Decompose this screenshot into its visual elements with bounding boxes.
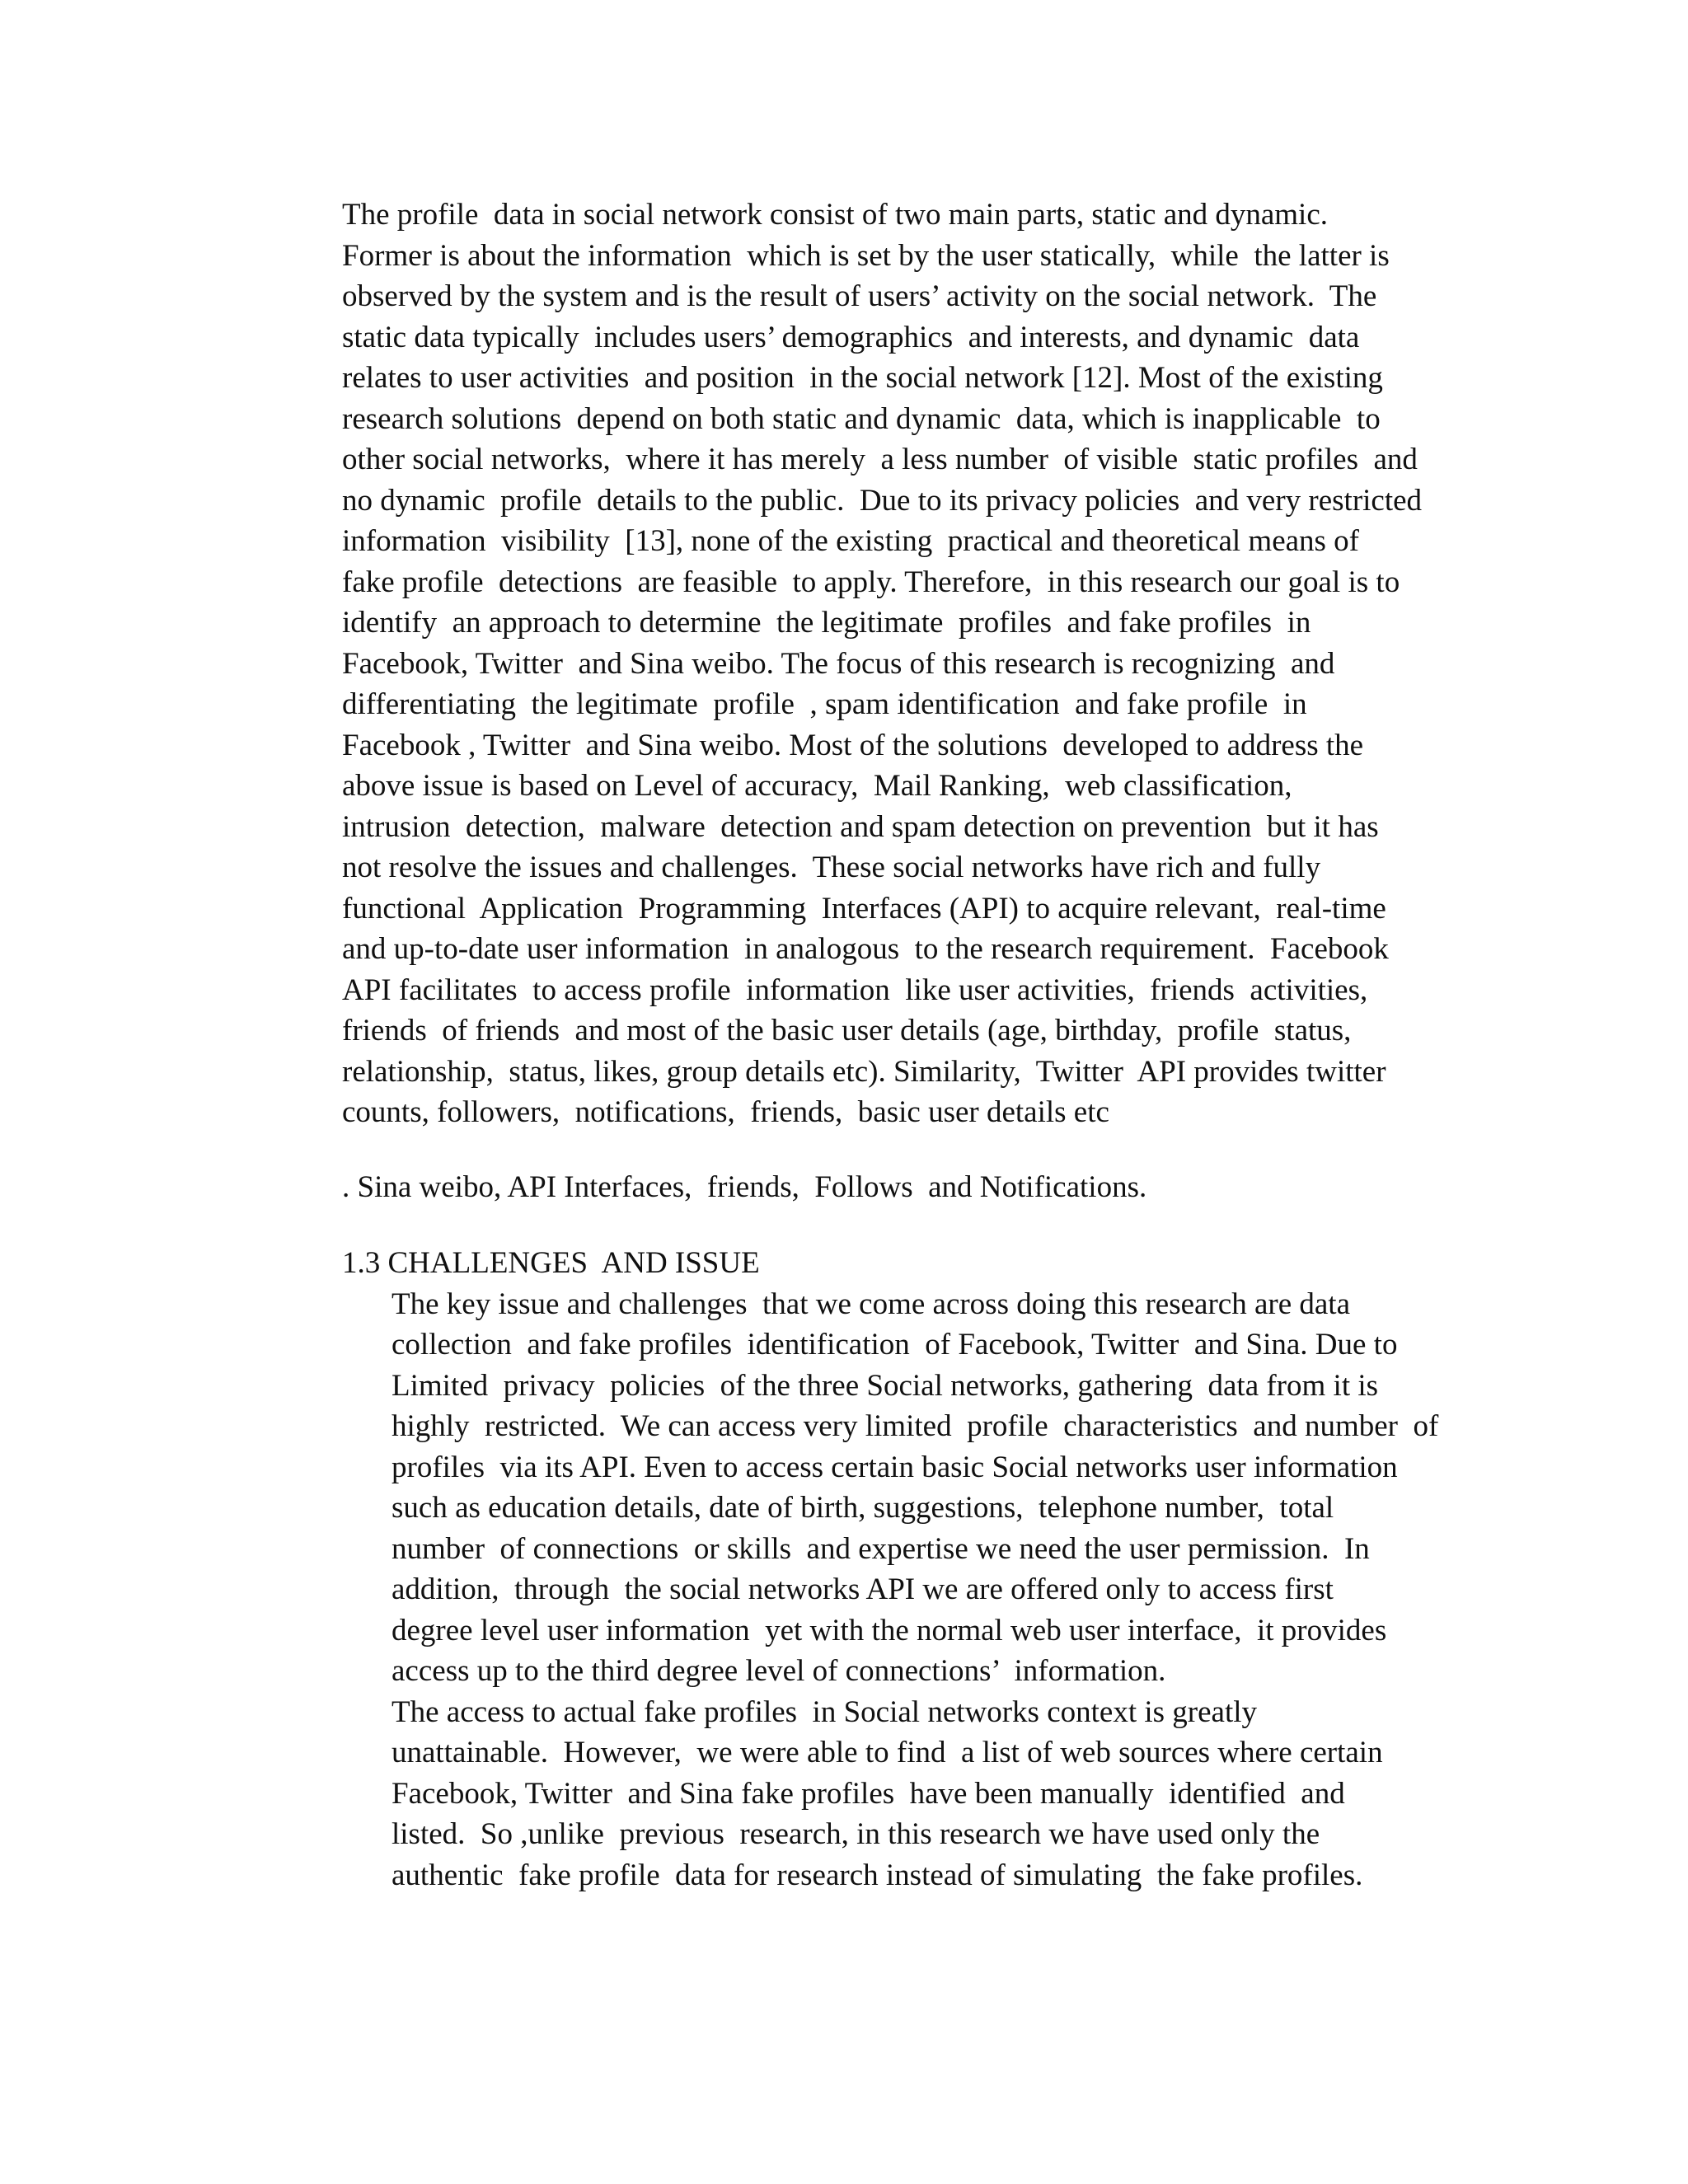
paragraph-line: identify an approach to determine the legitimate profiles and fake profiles in (342, 606, 1311, 640)
paragraph-line: collection and fake profiles identification of Facebook, Twitter and Sina. Due to (392, 1328, 1398, 1361)
paragraph-line: unattainable. However, we were able to find a list of web sources where certain (392, 1736, 1383, 1769)
paragraph-line: Facebook , Twitter and Sina weibo. Most of the solutions developed to address the (342, 729, 1364, 762)
paragraph-line: other social networks, where it has merely a less number of visible static profiles and (342, 443, 1418, 476)
paragraph-line: The key issue and challenges that we come across doing this research are data (392, 1287, 1350, 1321)
paragraph-line: Facebook, Twitter and Sina weibo. The focus of this research is recognizing and (342, 647, 1335, 681)
paragraph-line: Facebook, Twitter and Sina fake profiles have been manually identified and (392, 1777, 1345, 1811)
paragraph-line: degree level user information yet with the normal web user interface, it provides (392, 1614, 1387, 1647)
paragraph-2: . Sina weibo, API Interfaces, friends, Follows and Notifications. (342, 1170, 1147, 1204)
paragraph-line: The access to actual fake profiles in Social networks context is greatly (392, 1695, 1258, 1729)
paragraph-line: Limited privacy policies of the three Social networks, gathering data from it is (392, 1369, 1379, 1403)
paragraph-line: relationship, status, likes, group details etc). Similarity, Twitter API provides twitter (342, 1055, 1386, 1089)
paragraph-line: access up to the third degree level of connections’ information. (392, 1654, 1166, 1688)
paragraph-line: profiles via its API. Even to access certain basic Social networks user information (392, 1451, 1398, 1484)
paragraph-line: API facilitates to access profile information like user activities, friends activities, (342, 973, 1368, 1007)
section-heading: 1.3 CHALLENGES AND ISSUE (342, 1246, 760, 1280)
paragraph-line: fake profile detections are feasible to apply. Therefore, in this research our goal is to (342, 565, 1400, 599)
paragraph-line: differentiating the legitimate profile , spam identification and fake profile in (342, 687, 1307, 721)
paragraph-line: authentic fake profile data for research instead of simulating the fake profiles. (392, 1858, 1363, 1892)
paragraph-line: such as education details, date of birth, suggestions, telephone number, total (392, 1491, 1334, 1525)
paragraph-line: research solutions depend on both static and dynamic data, which is inapplicable to (342, 402, 1381, 436)
paragraph-line: no dynamic profile details to the public. Due to its privacy policies and very restricted (342, 484, 1423, 518)
paragraph-line: relates to user activities and position in the social network [12]. Most of the existing (342, 361, 1383, 395)
paragraph-line: highly restricted. We can access very limited profile characteristics and number of (392, 1409, 1439, 1443)
paragraph-line: intrusion detection, malware detection and spam detection on prevention but it has (342, 810, 1379, 844)
paragraph-line: functional Application Programming Interfaces (API) to acquire relevant, real-time (342, 892, 1386, 926)
paragraph-line: counts, followers, notifications, friends, basic user details etc (342, 1095, 1109, 1129)
paragraph-line: observed by the system and is the result of users’ activity on the social network. The (342, 279, 1377, 313)
paragraph-line: addition, through the social networks API we are offered only to access first (392, 1572, 1334, 1606)
paragraph-line: static data typically includes users’ demographics and interests, and dynamic data (342, 321, 1360, 354)
paragraph-line: information visibility [13], none of the existing practical and theoretical means of (342, 524, 1360, 558)
paragraph-line: not resolve the issues and challenges. These social networks have rich and fully (342, 851, 1321, 884)
paragraph-line: number of connections or skills and expertise we need the user permission. In (392, 1532, 1370, 1566)
paragraph-line: listed. So ,unlike previous research, in this research we have used only the (392, 1817, 1320, 1851)
paragraph-line: Former is about the information which is set by the user statically, while the latter is (342, 239, 1390, 273)
paragraph-line: friends of friends and most of the basic user details (age, birthday, profile status, (342, 1014, 1352, 1047)
paragraph-line: The profile data in social network consist of two main parts, static and dynamic. (342, 198, 1329, 232)
paragraph-line: above issue is based on Level of accuracy, Mail Ranking, web classification, (342, 769, 1292, 803)
paragraph-line: and up-to-date user information in analogous to the research requirement. Facebook (342, 932, 1389, 966)
